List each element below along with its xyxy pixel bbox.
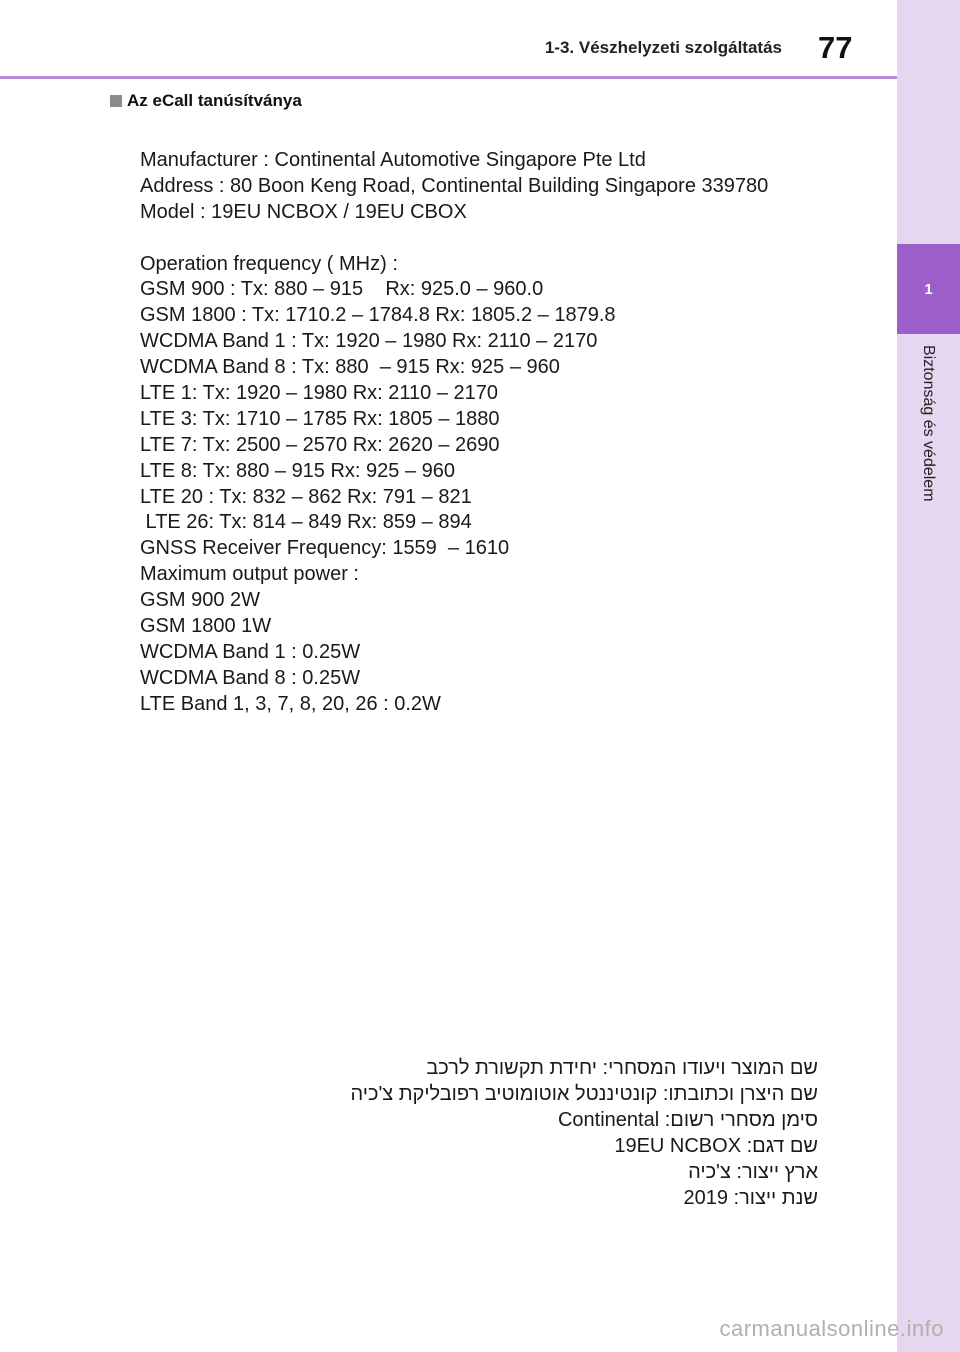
cert-line: Operation frequency ( MHz) : [140, 252, 398, 275]
cert-he-line: שם היצרן וכתובתו: קונטיננטל אוטומוטיב רפובליקת צ'כיה [350, 1083, 818, 1105]
square-bullet-icon [110, 95, 122, 107]
cert-line: WCDMA Band 1 : 0.25W [140, 640, 361, 663]
cert-line: GSM 900 2W [140, 589, 261, 612]
watermark: carmanualsonline.info [719, 1316, 944, 1341]
side-tab-label: Biztonság és védelem [920, 345, 937, 502]
cert-line: Maximum output power : [140, 563, 359, 586]
cert-line: Manufacturer : Continental Automotive Singapore Pte Ltd [140, 149, 646, 171]
section-heading-text: Az eCall tanúsítványa [127, 91, 302, 110]
certificate-english [140, 148, 768, 718]
cert-line: GNSS Receiver Frequency: 1559 – 1610 [140, 537, 510, 560]
section-heading [110, 91, 302, 111]
cert-line: LTE 7: Tx: 2500 – 2570 Rx: 2620 – 2690 [140, 433, 500, 456]
cert-he-line: סימן מסחרי רשום: Continental [557, 1109, 818, 1131]
cert-he-line: שנת ייצור: 2019 [683, 1187, 818, 1209]
side-tab [897, 0, 960, 1352]
page-number: 77 [818, 30, 853, 65]
header-divider [0, 76, 897, 79]
cert-line: WCDMA Band 1 : Tx: 1920 – 1980 Rx: 2110 – 2170 [140, 330, 598, 353]
cert-line: GSM 1800 : Tx: 1710.2 – 1784.8 Rx: 1805.2 – 1879.8 [140, 304, 616, 327]
cert-he-line: ארץ ייצור: צ'כיה [688, 1161, 818, 1183]
cert-line: LTE 1: Tx: 1920 – 1980 Rx: 2110 – 2170 [140, 382, 499, 405]
cert-he-line: שם דגם: 19EU NCBOX [614, 1135, 818, 1157]
cert-line: Model : 19EU NCBOX / 19EU CBOX [140, 200, 467, 223]
cert-line: LTE Band 1, 3, 7, 8, 20, 26 : 0.2W [140, 692, 441, 715]
cert-line: LTE 26: Tx: 814 – 849 Rx: 859 – 894 [140, 511, 472, 534]
certificate-hebrew [298, 1055, 818, 1211]
cert-line: Address : 80 Boon Keng Road, Continental Building Singapore 339780 [140, 174, 769, 197]
cert-line [140, 226, 768, 252]
side-tab-number: 1 [897, 244, 960, 334]
cert-line: GSM 1800 1W [140, 615, 272, 638]
cert-line: LTE 8: Tx: 880 – 915 Rx: 925 – 960 [140, 459, 456, 482]
cert-he-line: שם המוצר ויעודו המסחרי: יחידת תקשורת לרכב [426, 1057, 818, 1079]
cert-line: WCDMA Band 8 : Tx: 880 – 915 Rx: 925 – 960 [140, 356, 560, 379]
chapter-title: 1-3. Vészhelyzeti szolgáltatás [544, 38, 782, 57]
cert-line: LTE 3: Tx: 1710 – 1785 Rx: 1805 – 1880 [140, 407, 500, 430]
cert-line: LTE 20 : Tx: 832 – 862 Rx: 791 – 821 [140, 485, 472, 508]
cert-line: GSM 900 : Tx: 880 – 915 Rx: 925.0 – 960.0 [140, 278, 544, 301]
cert-line: WCDMA Band 8 : 0.25W [140, 666, 361, 689]
